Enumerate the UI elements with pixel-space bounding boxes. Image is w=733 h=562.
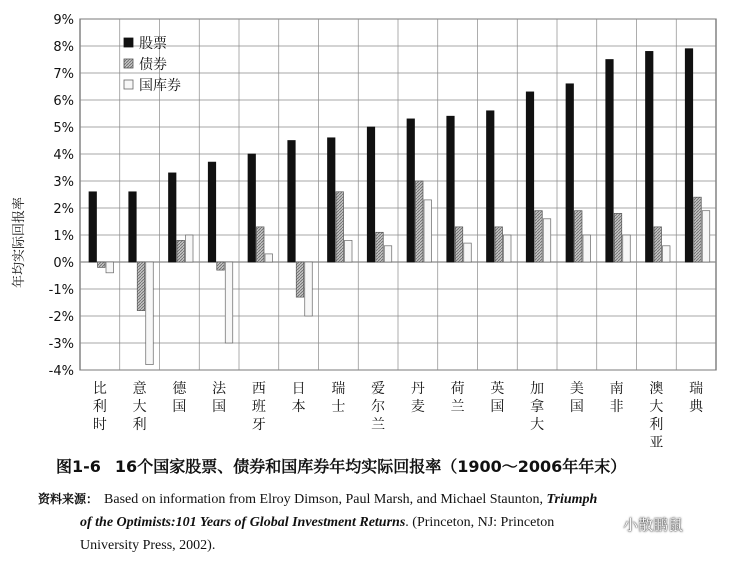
bar-stocks [606,60,614,263]
bar-bills [305,262,313,316]
x-tick-label: 瑞士 [331,381,346,415]
bar-bonds [177,240,185,262]
y-tick-label: 1% [53,229,74,244]
bar-stocks [288,141,296,263]
bar-bonds [654,227,662,262]
y-tick-label: 3% [53,175,74,190]
x-tick-label: 爱尔兰 [371,381,386,433]
bar-stocks [367,127,375,262]
figure-number: 图1-6 [56,457,101,476]
x-tick-label: 德国 [172,381,187,415]
bar-bills [504,235,512,262]
bar-bonds [535,211,543,262]
bar-bills [265,254,273,262]
y-tick-label: 6% [53,94,74,109]
bar-stocks [208,162,216,262]
x-tick-label: 西班牙 [251,381,266,433]
bar-bills [424,200,432,262]
legend-swatch [124,59,133,68]
source-line-1 [38,488,728,511]
x-tick-label: 比利时 [92,381,107,433]
bar-stocks [328,138,336,262]
legend-swatch [124,80,133,89]
bar-bonds [694,197,702,262]
bar-bills [663,246,671,262]
y-tick-label: 2% [53,202,74,217]
bar-bills [106,262,114,273]
bar-stocks [447,116,455,262]
bar-stocks [129,192,137,262]
source-label: 资料来源： [38,492,99,506]
bar-stocks [248,154,256,262]
x-tick-label: 日本 [291,381,306,415]
bar-bills [384,246,392,262]
bar-bonds [257,227,265,262]
bar-bills [345,240,353,262]
bar-bonds [98,262,106,267]
bar-bills [702,211,710,262]
figure-title: 16个国家股票、债券和国库券年均实际回报率（1900～2006年年末） [114,457,627,476]
bar-bonds [137,262,145,311]
bar-bonds [296,262,304,297]
bar-bills [146,262,154,365]
bar-bills [186,235,194,262]
bar-stocks [646,51,654,262]
x-tick-label: 瑞典 [689,381,704,415]
bar-bills [464,243,472,262]
y-tick-label: -1% [48,283,74,298]
bar-stocks [407,119,415,262]
x-tick-label: 加拿大 [530,381,545,433]
y-axis-title [2,152,32,332]
source-book-title-2: of the Optimists:101 Years of Global Investment Returns [80,515,406,530]
bar-bills [543,219,551,262]
bar-bonds [416,181,424,262]
source-book-title-1: Triumph [546,492,598,507]
x-tick-label: 丹麦 [410,381,425,415]
bar-stocks [169,173,177,262]
bar-bonds [455,227,463,262]
y-tick-label: 0% [53,256,74,271]
bar-bills [623,235,631,262]
x-tick-label: 南非 [609,381,624,415]
source-line-3: University Press, 2002). [80,538,216,553]
bar-bonds [495,227,503,262]
y-tick-label: -4% [48,364,74,379]
bar-stocks [566,84,574,262]
y-tick-label: -3% [48,337,74,352]
legend-label: 股票 [139,36,167,52]
legend-swatch [124,38,133,47]
source-text-1: Based on information from Elroy Dimson, Paul Marsh, and Michael Staunton, [104,492,547,507]
watermark: 小散鹏鼠 [623,516,684,534]
y-axis-title-text: 年均实际回报率 [11,196,27,288]
bar-bills [583,235,591,262]
bar-stocks [487,111,495,262]
figure-caption [56,454,716,477]
bar-bonds [217,262,225,270]
bar-stocks [89,192,97,262]
y-tick-label: 8% [53,40,74,55]
bar-bonds [575,211,583,262]
y-tick-label: 9% [53,13,74,28]
x-tick-label: 荷兰 [450,381,465,415]
bar-bonds [614,213,622,262]
bar-stocks [526,92,534,262]
x-tick-label: 英国 [490,381,505,415]
bar-bills [225,262,233,343]
y-tick-label: 7% [53,67,74,82]
y-tick-label: 5% [53,121,74,136]
y-tick-label: 4% [53,148,74,163]
y-tick-label: -2% [48,310,74,325]
x-tick-label: 意大利 [132,381,147,433]
bar-stocks [685,49,693,262]
bar-bonds [336,192,344,262]
source-text-2: . (Princeton, NJ: Princeton [405,515,555,530]
x-tick-label: 澳大利亚 [649,381,664,450]
bar-bonds [376,232,384,262]
legend-label: 债券 [139,57,167,73]
x-tick-label: 法国 [212,381,227,415]
x-tick-label: 美国 [569,381,584,415]
legend-label: 国库券 [139,78,181,94]
